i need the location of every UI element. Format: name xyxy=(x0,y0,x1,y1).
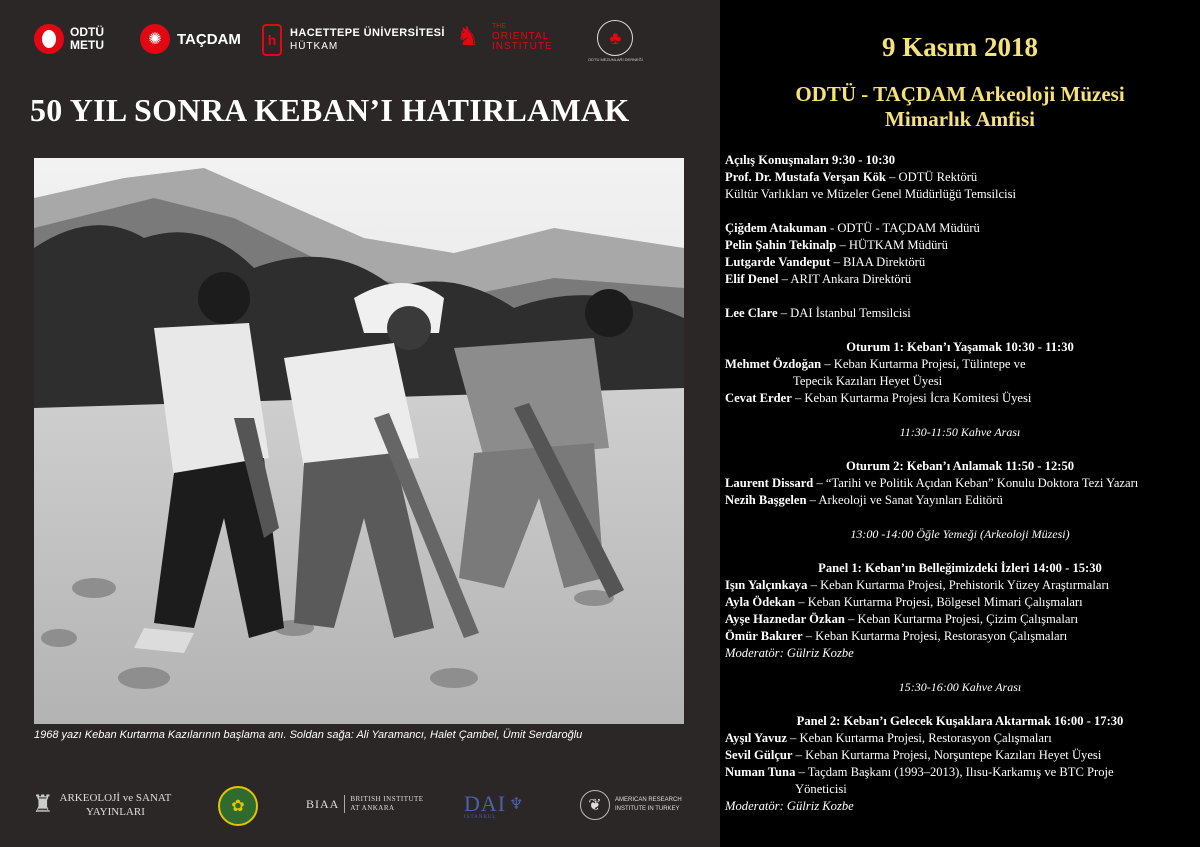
event-venue xyxy=(720,82,1200,132)
tacdam-logo xyxy=(140,24,241,54)
event-date: 9 Kasım 2018 xyxy=(881,32,1038,62)
panel1-heading: Panel 1: Keban’ın Belleğimizdeki İzleri 14:00 - 15:30 xyxy=(818,561,1102,575)
session1-heading: Oturum 1: Keban’ı Yaşamak 10:30 - 11:30 xyxy=(846,340,1074,354)
hacettepe-emblem-icon: h xyxy=(262,24,282,56)
program-schedule xyxy=(725,152,1195,815)
arit-shell-icon: ❦ xyxy=(580,790,610,820)
dai-eagle-icon: ♆ xyxy=(509,796,524,813)
venue-line2: Mimarlık Amfisi xyxy=(885,107,1035,131)
program-panel xyxy=(720,0,1200,847)
arkeoloji-sanat-line2: YAYINLARI xyxy=(85,805,145,818)
panel2-speaker-1: Ayşıl Yavuz – Keban Kurtarma Projesi, Restorasyon Çalışmaları xyxy=(725,731,1052,745)
metu-logo-line2: METU xyxy=(70,38,104,52)
hacettepe-logo-line1: HACETTEPE ÜNİVERSİTESİ xyxy=(290,27,445,39)
photo-caption: 1968 yazı Keban Kurtarma Kazılarının başlama anı. Soldan sağa: Ali Yaramancı, Halet Çambel, Ümit Serdaroğlu xyxy=(34,729,583,741)
coffee-break-1: 11:30-11:50 Kahve Arası xyxy=(899,425,1021,439)
winged-bull-icon: ♞ xyxy=(456,22,480,51)
opening-speaker-4: Pelin Şahin Tekinalp – HÜTKAM Müdürü xyxy=(725,238,948,252)
arkeoloji-sanat-emblem-icon: ♜ xyxy=(32,792,54,818)
panel1-speaker-2: Ayla Ödekan – Keban Kurtarma Projesi, Bölgesel Mimari Çalışmaları xyxy=(725,595,1083,609)
arit-logo-line2: INSTITUTE IN TURKEY xyxy=(615,806,680,812)
session1-speaker-1: Mehmet Özdoğan – Keban Kurtarma Projesi, Tülintepe ve xyxy=(725,357,1026,371)
session2-speaker-2: Nezih Başgelen – Arkeoloji ve Sanat Yayınları Editörü xyxy=(725,493,1003,507)
tree-seal-icon: ♣ xyxy=(597,20,633,56)
panel1-speaker-3: Ayşe Haznedar Özkan – Keban Kurtarma Projesi, Çizim Çalışmaları xyxy=(725,612,1079,626)
panel2-moderator: Moderatör: Gülriz Kozbe xyxy=(725,799,854,813)
arit-logo xyxy=(580,790,682,820)
arit-logo-line1: AMERICAN RESEARCH xyxy=(615,797,682,803)
arkeoloji-sanat-logo xyxy=(32,790,171,819)
metu-logo-line1: ODTÜ xyxy=(70,25,104,39)
poster-title: 50 YIL SONRA KEBAN’I HATIRLAMAK xyxy=(30,92,630,128)
panel1-speaker-4: Ömür Bakırer – Keban Kurtarma Projesi, Restorasyon Çalışmaları xyxy=(725,629,1068,643)
tacdam-logo-text: TAÇDAM xyxy=(177,30,241,48)
panel1-moderator: Moderatör: Gülriz Kozbe xyxy=(725,646,854,660)
opening-speaker-3: Çiğdem Atakuman - ODTÜ - TAÇDAM Müdürü xyxy=(725,221,980,235)
hacettepe-logo xyxy=(262,24,445,56)
opening-speaker-7: Lee Clare – DAI İstanbul Temsilcisi xyxy=(725,306,911,320)
alumni-seal-text: ODTÜ MEZUNLARI DERNEĞİ xyxy=(588,57,643,62)
opening-speaker-6: Elif Denel – ARIT Ankara Direktörü xyxy=(725,272,912,286)
biaa-logo xyxy=(306,795,424,813)
ministry-emblem-logo xyxy=(218,786,258,826)
hacettepe-logo-line2: HÜTKAM xyxy=(290,41,339,52)
tacdam-spiral-icon: ✺ xyxy=(140,24,170,54)
panel2-speaker-3-cont: Yöneticisi xyxy=(795,782,847,796)
opening-heading: Açılış Konuşmaları 9:30 - 10:30 xyxy=(725,153,896,167)
excavation-photo xyxy=(34,158,684,724)
venue-line1: ODTÜ - TAÇDAM Arkeoloji Müzesi xyxy=(795,82,1125,106)
biaa-logo-line1: BRITISH INSTITUTE xyxy=(350,795,424,803)
oriental-logo-line3: INSTITUTE xyxy=(492,41,553,52)
session1-speaker-2: Cevat Erder – Keban Kurtarma Projesi İcra Komitesi Üyesi xyxy=(725,391,1032,405)
coffee-break-2: 15:30-16:00 Kahve Arası xyxy=(898,680,1022,694)
alumni-seal-logo xyxy=(588,20,643,62)
biaa-logo-line2: AT ANKARA xyxy=(350,804,395,812)
oriental-institute-logo xyxy=(456,22,553,52)
panel2-heading: Panel 2: Keban’ı Gelecek Kuşaklara Aktarmak 16:00 - 17:30 xyxy=(796,714,1124,728)
session2-speaker-1: Laurent Dissard – “Tarihi ve Politik Açıdan Keban” Konulu Doktora Tezi Yazarı xyxy=(725,476,1139,490)
panel1-speaker-1: Işın Yalçınkaya – Keban Kurtarma Projesi, Prehistorik Yüzey Araştırmaları xyxy=(725,578,1110,592)
lunch-break: 13:00 -14:00 Öğle Yemeği (Arkeoloji Müzesi) xyxy=(850,527,1070,541)
oriental-logo-line1: THE xyxy=(492,23,506,30)
session1-speaker-1-cont: Tepecik Kazıları Heyet Üyesi xyxy=(793,374,943,388)
dai-logo xyxy=(464,791,523,820)
biaa-logo-short: BIAA xyxy=(306,796,340,811)
panel2-speaker-2: Sevil Gülçur – Keban Kurtarma Projesi, Norşuntepe Kazıları Heyet Üyesi xyxy=(725,748,1102,762)
opening-speaker-5: Lutgarde Vandeput – BIAA Direktörü xyxy=(725,255,926,269)
excavation-photo-image xyxy=(34,158,684,724)
dai-logo-text: DAI xyxy=(464,791,507,816)
session2-heading: Oturum 2: Keban’ı Anlamak 11:50 - 12:50 xyxy=(845,459,1075,473)
opening-speaker-2: Kültür Varlıkları ve Müzeler Genel Müdürlüğü Temsilcisi xyxy=(725,187,1017,201)
metu-emblem-icon xyxy=(34,24,64,54)
oriental-logo-line2: ORIENTAL xyxy=(492,31,550,42)
panel2-speaker-3: Numan Tuna – Taçdam Başkanı (1993–2013), Ilısu-Karkamış ve BTC Proje xyxy=(725,765,1114,779)
dai-logo-sub: ISTANBUL xyxy=(464,815,497,820)
ministry-emblem-icon: ✿ xyxy=(218,786,258,826)
opening-speaker-1: Prof. Dr. Mustafa Verşan Kök – ODTÜ Rektörü xyxy=(725,170,978,184)
metu-logo xyxy=(34,24,104,54)
arkeoloji-sanat-line1: ARKEOLOJİ ve SANAT xyxy=(59,791,172,804)
